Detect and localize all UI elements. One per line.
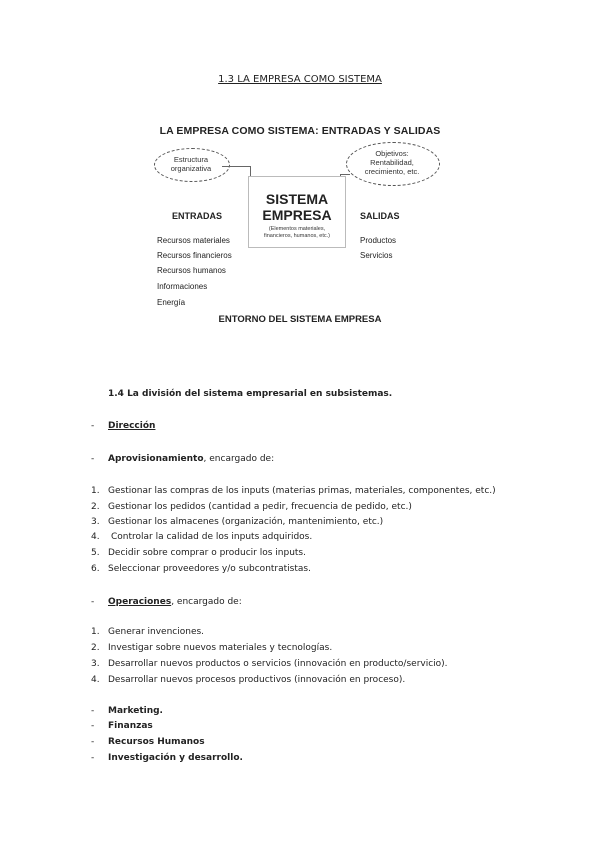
oper-heading: [108, 597, 242, 607]
connector-right-h: [340, 174, 350, 175]
page-heading: 1.3 LA EMPRESA COMO SISTEMA: [218, 74, 382, 85]
aprov-heading: [108, 454, 274, 464]
inputs-label: ENTRADAS: [172, 211, 223, 221]
subsystem-item: Finanzas: [108, 721, 153, 731]
list-item: Gestionar las compras de los inputs (materias primas, materiales, componentes, etc.): [108, 486, 496, 496]
aprov-suffix: , encargado de:: [203, 454, 275, 464]
list-item: Investigar sobre nuevos materiales y tecnologías.: [108, 643, 333, 653]
subsystem-item: Recursos Humanos: [108, 737, 205, 747]
input-item: Recursos financieros: [157, 251, 232, 260]
bullet-dash: -: [91, 706, 95, 716]
list-item-num: 4.: [91, 675, 100, 685]
bullet-dash: -: [91, 737, 95, 747]
bubble-right-line-2: Rentabilidad,: [370, 158, 414, 167]
environment-label: ENTORNO DEL SISTEMA EMPRESA: [218, 314, 382, 325]
bubble-right-line-1: Objetivos:: [375, 149, 409, 158]
bubble-left-line-2: organizativa: [170, 164, 212, 173]
oper-title: Operaciones: [108, 597, 172, 607]
box-detail-line-1: (Elementos materiales,: [268, 226, 326, 232]
bubble-objectives-text: [346, 149, 438, 176]
list-item-num: 5.: [91, 548, 100, 558]
output-item: Servicios: [360, 251, 393, 260]
list-item-num: 2.: [91, 502, 100, 512]
subsystem-item: Investigación y desarrollo.: [108, 753, 243, 763]
diagram-title: LA EMPRESA COMO SISTEMA: ENTRADAS Y SALIDAS: [159, 125, 441, 137]
input-item: Informaciones: [157, 282, 208, 291]
bullet-dash: -: [91, 597, 95, 607]
list-item-num: 3.: [91, 517, 100, 527]
list-item: Gestionar los pedidos (cantidad a pedir, frecuencia de pedido, etc.): [108, 502, 412, 512]
direccion-title: Dirección: [108, 421, 156, 431]
output-item: Productos: [360, 236, 397, 245]
system-box: [248, 176, 346, 248]
system-box-detail: [249, 226, 345, 240]
bubble-structure-text: [154, 155, 228, 173]
outputs-label: SALIDAS: [360, 211, 400, 221]
oper-suffix: , encargado de:: [171, 597, 242, 607]
input-item: Recursos humanos: [157, 266, 226, 275]
aprov-title: Aprovisionamiento: [108, 454, 204, 464]
bullet-dash: -: [91, 721, 95, 731]
box-detail-line-2: financieros, humanos, etc.): [263, 233, 331, 239]
list-item: Desarrollar nuevos procesos productivos (innovación en proceso).: [108, 675, 406, 685]
list-item-num: 4.: [91, 532, 100, 542]
list-item: Seleccionar proveedores y/o subcontratistas.: [108, 564, 311, 574]
list-item: Decidir sobre comprar o producir los inputs.: [108, 548, 306, 558]
list-item: Desarrollar nuevos productos o servicios (innovación en producto/servicio).: [108, 659, 448, 669]
bubble-left-line-1: Estructura: [173, 155, 209, 164]
system-diagram: [150, 120, 450, 330]
system-box-line2: EMPRESA: [262, 207, 332, 223]
list-item: Gestionar los almacenes (organización, mantenimiento, etc.): [108, 517, 384, 527]
system-box-line1: SISTEMA: [265, 191, 329, 207]
list-item-num: 1.: [91, 486, 100, 496]
list-item: Controlar la calidad de los inputs adquiridos.: [111, 532, 313, 542]
list-item-num: 1.: [91, 627, 100, 637]
list-item-num: 2.: [91, 643, 100, 653]
bullet-dash: -: [91, 421, 95, 431]
list-item-num: 3.: [91, 659, 100, 669]
list-item: Generar invenciones.: [108, 627, 205, 637]
connector-left-h: [222, 166, 250, 167]
bullet-dash: -: [91, 454, 95, 464]
input-item: Recursos materiales: [157, 236, 230, 245]
list-item-num: 6.: [91, 564, 100, 574]
section-heading: 1.4 La división del sistema empresarial en subsistemas.: [108, 389, 393, 399]
bullet-dash: -: [91, 753, 95, 763]
input-item: Energía: [157, 298, 186, 307]
bubble-right-line-3: crecimiento, etc.: [364, 167, 420, 176]
subsystem-item: Marketing.: [108, 706, 163, 716]
